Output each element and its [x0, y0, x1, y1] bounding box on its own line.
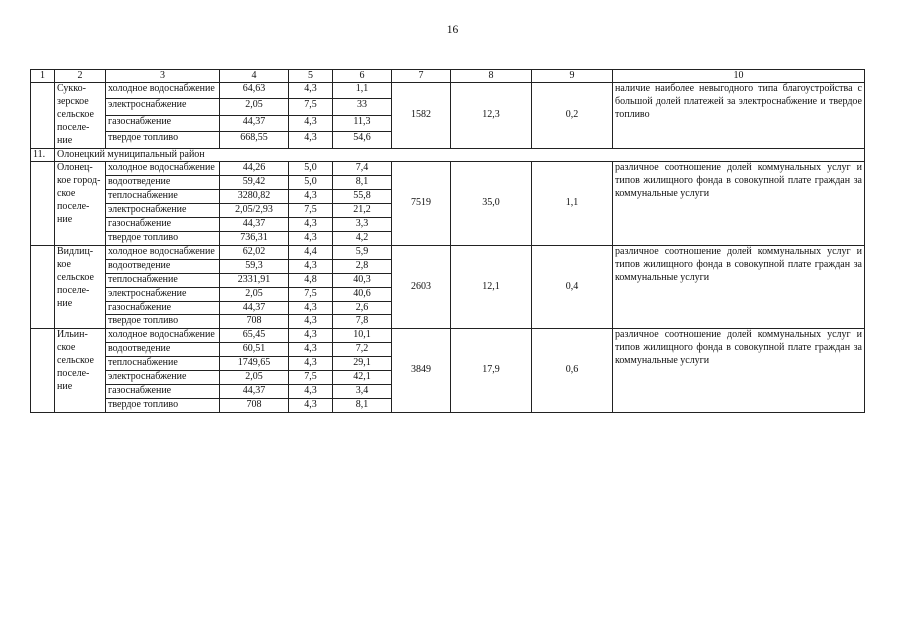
share-cell: 7,8 [333, 315, 392, 329]
service-cell: теплоснабжение [106, 357, 220, 371]
service-cell: твердое топливо [106, 398, 220, 412]
tariff-cell: 2331,91 [220, 273, 289, 287]
share-cell: 55,8 [333, 190, 392, 204]
locality-cell: Видлиц-кое сельское поселе-ние [55, 245, 106, 328]
note-cell: наличие наиболее невыгодного типа благоустройства с большой долей платежей за электроснабжение и твердое топливо [613, 83, 865, 149]
index-cell: 4,3 [289, 329, 333, 343]
col7-cell: 1582 [392, 83, 451, 149]
tariff-cell: 44,26 [220, 162, 289, 176]
tariff-cell: 60,51 [220, 343, 289, 357]
note-cell: различное соотношение долей коммунальных услуг и типов жилищного фонда в совокупной плате граждан за коммунальные услуги [613, 329, 865, 412]
locality-cell: Ильин-ское сельское поселе-ние [55, 329, 106, 412]
index-cell: 4,3 [289, 115, 333, 131]
share-cell: 10,1 [333, 329, 392, 343]
tariff-cell: 2,05/2,93 [220, 204, 289, 218]
tariff-cell: 1749,65 [220, 357, 289, 371]
column-header: 8 [451, 70, 532, 83]
share-cell: 1,1 [333, 83, 392, 99]
service-cell: теплоснабжение [106, 273, 220, 287]
district-name: Олонецкий муниципальный район [55, 148, 865, 162]
col8-cell: 12,3 [451, 83, 532, 149]
col9-cell: 0,2 [532, 83, 613, 149]
index-cell: 4,3 [289, 343, 333, 357]
service-cell: газоснабжение [106, 301, 220, 315]
index-cell: 4,3 [289, 190, 333, 204]
service-cell: газоснабжение [106, 384, 220, 398]
share-cell: 3,4 [333, 384, 392, 398]
tariff-cell: 44,37 [220, 115, 289, 131]
tariff-cell: 59,42 [220, 176, 289, 190]
tariff-cell: 64,63 [220, 83, 289, 99]
locality-cell: Олонец-кое город-ское поселе-ние [55, 162, 106, 245]
tariff-cell: 2,05 [220, 287, 289, 301]
district-row [31, 148, 865, 162]
share-cell: 5,9 [333, 245, 392, 259]
service-cell: водоотведение [106, 176, 220, 190]
col8-cell: 12,1 [451, 245, 532, 328]
service-cell: твердое топливо [106, 231, 220, 245]
tariff-cell: 708 [220, 398, 289, 412]
col8-cell: 35,0 [451, 162, 532, 245]
index-cell: 4,3 [289, 357, 333, 371]
share-cell: 29,1 [333, 357, 392, 371]
col7-cell: 2603 [392, 245, 451, 328]
row-number-cell [31, 162, 55, 245]
tariff-cell: 708 [220, 315, 289, 329]
service-cell: электроснабжение [106, 204, 220, 218]
service-cell: холодное водоснабжение [106, 329, 220, 343]
share-cell: 4,2 [333, 231, 392, 245]
col9-cell: 1,1 [532, 162, 613, 245]
column-header: 9 [532, 70, 613, 83]
row-number-cell [31, 245, 55, 328]
tariff-cell: 62,02 [220, 245, 289, 259]
index-cell: 4,3 [289, 83, 333, 99]
column-header: 5 [289, 70, 333, 83]
share-cell: 7,4 [333, 162, 392, 176]
tariff-cell: 44,37 [220, 384, 289, 398]
index-cell: 7,5 [289, 287, 333, 301]
share-cell: 40,6 [333, 287, 392, 301]
column-header: 10 [613, 70, 865, 83]
index-cell: 4,3 [289, 132, 333, 148]
index-cell: 7,5 [289, 99, 333, 115]
service-cell: теплоснабжение [106, 190, 220, 204]
col8-cell: 17,9 [451, 329, 532, 412]
note-cell: различное соотношение долей коммунальных услуг и типов жилищного фонда в совокупной плате граждан за коммунальные услуги [613, 245, 865, 328]
service-cell: водоотведение [106, 259, 220, 273]
index-cell: 4,3 [289, 384, 333, 398]
share-cell: 21,2 [333, 204, 392, 218]
share-cell: 8,1 [333, 176, 392, 190]
col7-cell: 3849 [392, 329, 451, 412]
index-cell: 4,3 [289, 259, 333, 273]
share-cell: 42,1 [333, 371, 392, 385]
tariff-cell: 3280,82 [220, 190, 289, 204]
service-cell: твердое топливо [106, 132, 220, 148]
table-row [31, 245, 865, 259]
tariff-cell: 44,37 [220, 301, 289, 315]
index-cell: 5,0 [289, 162, 333, 176]
index-cell: 7,5 [289, 204, 333, 218]
service-cell: газоснабжение [106, 218, 220, 232]
district-number: 11. [31, 148, 55, 162]
page-number: 16 [446, 24, 459, 36]
tariff-cell: 44,37 [220, 218, 289, 232]
service-cell: холодное водоснабжение [106, 162, 220, 176]
row-number-cell [31, 329, 55, 412]
index-cell: 4,8 [289, 273, 333, 287]
share-cell: 2,8 [333, 259, 392, 273]
service-cell: холодное водоснабжение [106, 245, 220, 259]
col7-cell: 7519 [392, 162, 451, 245]
share-cell: 40,3 [333, 273, 392, 287]
service-cell: электроснабжение [106, 287, 220, 301]
index-cell: 4,3 [289, 315, 333, 329]
index-cell: 5,0 [289, 176, 333, 190]
service-cell: газоснабжение [106, 115, 220, 131]
tariff-cell: 65,45 [220, 329, 289, 343]
share-cell: 11,3 [333, 115, 392, 131]
index-cell: 4,3 [289, 301, 333, 315]
table-row [31, 83, 865, 99]
col9-cell: 0,6 [532, 329, 613, 412]
row-number-cell [31, 83, 55, 149]
service-cell: водоотведение [106, 343, 220, 357]
tariff-table [30, 69, 865, 413]
tariff-cell: 668,55 [220, 132, 289, 148]
index-cell: 4,4 [289, 245, 333, 259]
column-header: 4 [220, 70, 289, 83]
tariff-cell: 59,3 [220, 259, 289, 273]
share-cell: 33 [333, 99, 392, 115]
share-cell: 8,1 [333, 398, 392, 412]
service-cell: холодное водоснабжение [106, 83, 220, 99]
col9-cell: 0,4 [532, 245, 613, 328]
share-cell: 7,2 [333, 343, 392, 357]
share-cell: 2,6 [333, 301, 392, 315]
column-header: 7 [392, 70, 451, 83]
service-cell: электроснабжение [106, 371, 220, 385]
service-cell: твердое топливо [106, 315, 220, 329]
index-cell: 7,5 [289, 371, 333, 385]
column-number-row [31, 70, 865, 83]
service-cell: электроснабжение [106, 99, 220, 115]
index-cell: 4,3 [289, 218, 333, 232]
column-header: 2 [55, 70, 106, 83]
column-header: 6 [333, 70, 392, 83]
column-header: 3 [106, 70, 220, 83]
locality-cell: Сукко-зерское сельское поселе-ние [55, 83, 106, 149]
tariff-cell: 2,05 [220, 99, 289, 115]
column-header: 1 [31, 70, 55, 83]
index-cell: 4,3 [289, 231, 333, 245]
table-row [31, 162, 865, 176]
table-row [31, 329, 865, 343]
tariff-cell: 736,31 [220, 231, 289, 245]
share-cell: 3,3 [333, 218, 392, 232]
index-cell: 4,3 [289, 398, 333, 412]
tariff-cell: 2,05 [220, 371, 289, 385]
share-cell: 54,6 [333, 132, 392, 148]
note-cell: различное соотношение долей коммунальных услуг и типов жилищного фонда в совокупной плате граждан за коммунальные услуги [613, 162, 865, 245]
